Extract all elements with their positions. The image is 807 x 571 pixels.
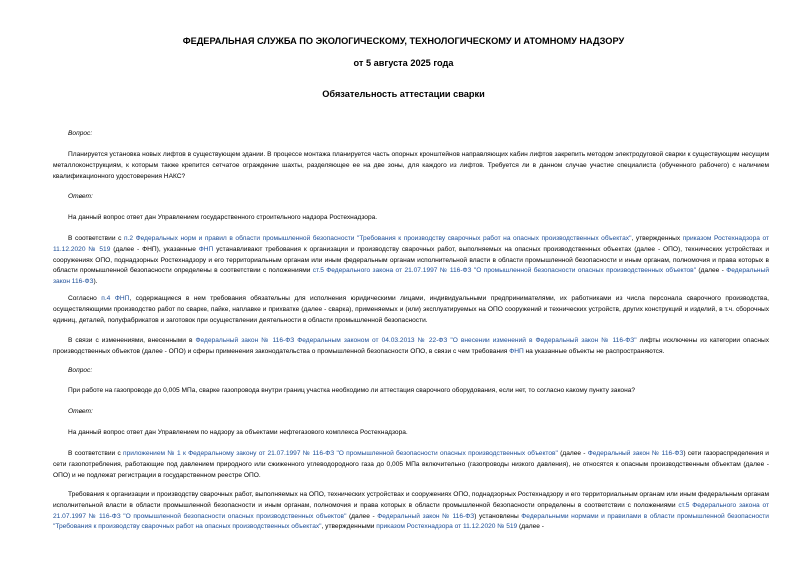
document-date: от 5 августа 2025 года xyxy=(353,58,454,68)
answer-2-paragraph-1 xyxy=(53,449,769,481)
document-title: Обязательность аттестации сварки xyxy=(322,89,485,99)
link-order-519[interactable]: приказом Ростехнадзора от 11.12.2020 № 519 xyxy=(376,523,518,531)
link-law-116[interactable]: Федеральный закон № 116-ФЗ xyxy=(377,512,475,520)
answer-intro-text-2: На данный вопрос ответ дан Управлением по надзору за объектами нефтегазового комплекса Ростехнадзора. xyxy=(68,429,408,436)
link-article-5-law-116[interactable]: ст.5 Федерального закона от 21.07.1997 № 116-ФЗ "О промышленной безопасности опасных производственных объектов" xyxy=(312,267,697,275)
question-text-2 xyxy=(53,386,769,397)
answer-intro-2 xyxy=(53,428,769,439)
answer-1-paragraph-3 xyxy=(53,336,769,358)
link-fnp-clause-4[interactable]: п.4 ФНП xyxy=(101,295,130,302)
text-run: В соответствии с xyxy=(68,450,124,457)
text-run: лифты исключены из категории опасных производственных объектов (далее - ОПО) и сферы применения законодательства о промышленной безопасности ОПО, в связи с чем требования xyxy=(53,337,769,355)
answer-1-paragraph-2 xyxy=(53,294,769,326)
question-body-1: Планируется установка новых лифтов в существующем здании. В процессе монтажа планируется часть опорных кронштейнов направляющих кабин лифтов закрепить методом электродуговой сварки к существующим несущим металлоконструкциям, к которым также крепится сетчатое ограждение шахты, разделяющее ее на две зоны, для каждого из лифтов. Требуется ли в данном случае участие специалиста (обученного рабочего) с наличием квалификационного удостоверения НАКС? xyxy=(53,151,769,180)
link-article-5-law-116[interactable]: ст.5 Федерального закона от 21.07.1997 № 116-ФЗ "О промышленной безопасности опасных производственных объектов" xyxy=(53,501,769,520)
text-run: , утвержденных xyxy=(631,235,683,242)
text-run: ). xyxy=(93,278,98,286)
text-run: , содержащиеся в нем требования обязательны для исполнения юридическими лицами, индивидуальными предпринимателями, их работниками из числа персонала сварочного производства, осуществляющими производство работ по сварке, пайке, наплавке и прихватке (далее - сварка), применяемых и (или) эксплуатируемых на ОПО сооружений и технических устройств, других конструкций и изделий, в т.ч. сборочных единиц, деталей, полуфабрикатов и заготовок при осуществлении деятельности в области промышленной безопасности. xyxy=(53,295,769,324)
answer-intro-1 xyxy=(53,213,769,224)
link-fnp-clause-2[interactable]: п.2 xyxy=(123,235,134,242)
link-fnp[interactable]: ФНП xyxy=(509,347,524,355)
agency-heading: ФЕДЕРАЛЬНАЯ СЛУЖБА ПО ЭКОЛОГИЧЕСКОМУ, ТЕХНОЛОГИЧЕСКОМУ И АТОМНОМУ НАДЗОРУ xyxy=(182,36,625,46)
text-run: на указанные объекты не распространяются. xyxy=(523,347,665,355)
text-run: ) сети газораспределения и сети газопотребления, работающие под давлением природного или сжиженного углеводородного газа до 0,005 МПа включительно (газопроводы низкого давления), не относятся к опасным производственным объектам (далее - ОПО) и не подлежат регистрации в государственном реестре ОПО. xyxy=(53,450,769,479)
text-run: устанавливают требования к организации и производству сварочных работ, выполняемых на опасных производственных объектах (далее - ОПО), технических устройствах и сооружениях ОПО, поднадзорных Ростехнадзору и его территориальным органам или иным федеральным органам исполнительной власти в области промышленной безопасности и иным органам, полномочия и права которых в области промышленной безопасности определены в соответствии с положениями xyxy=(53,245,770,275)
link-law-116[interactable]: Федеральный закон № 116-ФЗ xyxy=(587,450,684,457)
link-fnp-welding-rules[interactable]: Федеральными нормами и правилами в области промышленной безопасности "Требования к производству сварочных работ на опасных производственных объектах" xyxy=(53,512,769,531)
link-annex-1-law-116[interactable]: приложением № 1 к Федеральному закону от 21.07.1997 № 116-ФЗ "О промышленной безопасности опасных производственных объектов" xyxy=(123,450,558,457)
link-fnp-welding-rules[interactable]: Федеральных норм и правил в области промышленной безопасности "Требования к производству сварочных работ на опасных производственных объектах" xyxy=(135,235,632,242)
text-run: В соответствии с xyxy=(68,235,124,242)
answer-1-paragraph-1 xyxy=(53,234,769,288)
text-run: (далее - ФНП), указанные xyxy=(110,245,199,253)
link-law-116[interactable]: Федеральный закон 116-ФЗ xyxy=(53,267,769,286)
question-label-2: Вопрос: xyxy=(68,367,93,374)
text-run: Согласно xyxy=(68,295,102,302)
question-body-2: При работе на газопроводе до 0,005 МПа, сварке газопровода внутри границ участка необходимо ли аттестация сварочного оборудования, если нет, то согласно какому пункту закона? xyxy=(68,387,636,394)
text-run: (далее - xyxy=(557,450,588,457)
link-law-22-fz[interactable]: Федеральный закон № 116-ФЗ Федеральным законом от 04.03.2013 № 22-ФЗ "О внесении изменений в Федеральный закон № 116-ФЗ" xyxy=(195,337,637,344)
answer-intro-text-1: На данный вопрос ответ дан Управлением государственного строительного надзора Ростехнадзора. xyxy=(68,214,378,221)
question-text-1 xyxy=(53,150,769,182)
text-run: (далее - xyxy=(517,523,544,531)
link-fnp[interactable]: ФНП xyxy=(198,245,214,253)
question-label-1: Вопрос: xyxy=(68,130,93,137)
answer-label-1: Ответ: xyxy=(68,193,93,200)
answer-label-2: Ответ: xyxy=(68,408,93,415)
text-run: (далее - xyxy=(346,512,378,520)
text-run: Требования к организации и производству сварочных работ, выполняемых на ОПО, технических устройствах и сооружениях ОПО, поднадзорных Ростехнадзору и его территориальным органам или иным федеральным органам исполнительной власти в области промышленной безопасности и иным органам, полномочия и права которых в области промышленной безопасности определены в соответствии с положениями xyxy=(53,491,769,509)
link-order-519[interactable]: приказом Ростехнадзора от 11.12.2020 № 519 xyxy=(53,235,770,253)
text-run: (далее - xyxy=(696,267,727,275)
text-run: В связи с изменениями, внесенными в xyxy=(68,337,196,344)
text-run: , утвержденными xyxy=(321,523,377,531)
answer-2-paragraph-2 xyxy=(53,490,769,533)
text-run: ) установлены xyxy=(474,512,522,520)
